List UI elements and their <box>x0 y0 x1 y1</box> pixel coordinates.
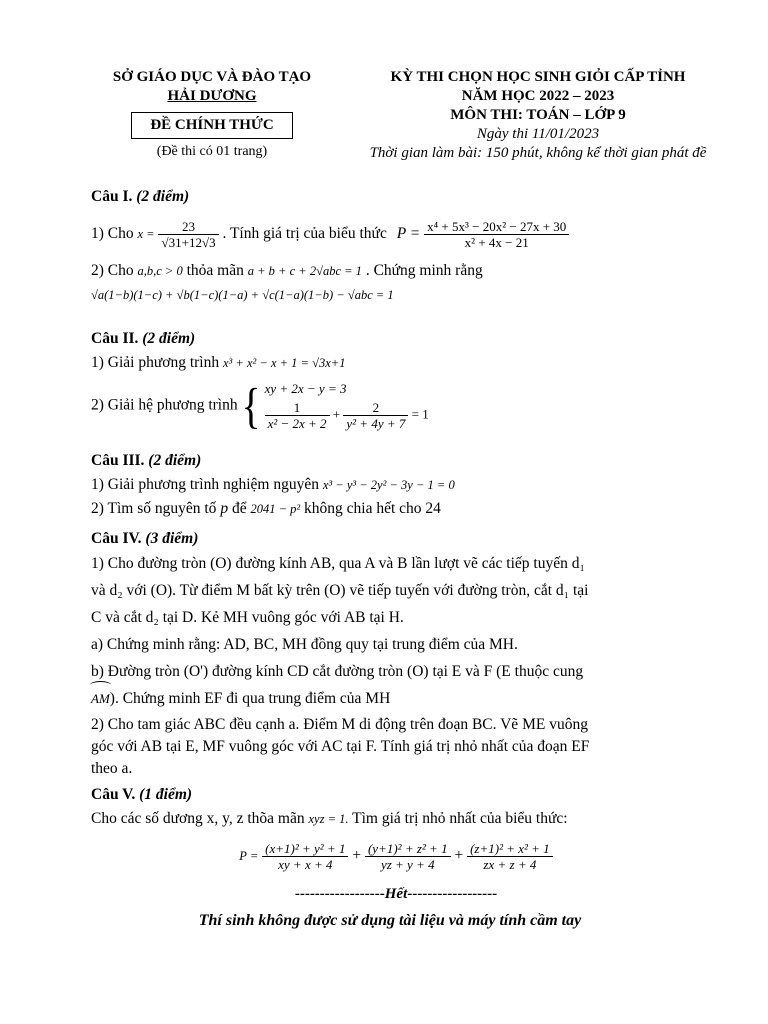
q2-part2 <box>91 376 701 440</box>
q1-part1 <box>91 214 701 254</box>
q5-heading <box>91 784 701 806</box>
q3-part2 <box>91 498 701 520</box>
q4-line1: 1) Cho đường tròn (O) đường kính AB, qua A và B lần lượt vẽ các tiếp tuyến d₁ <box>91 555 585 572</box>
q3-p2-mid: để <box>231 500 247 517</box>
q3-p1-eq: x³ − y³ − 2y² − 3y − 1 = 0 <box>322 478 455 492</box>
q2-eq2 <box>265 400 429 431</box>
q2-f2-den: y² + 4y + 7 <box>346 416 406 431</box>
q1-title: Câu I. <box>91 188 133 205</box>
q1-p1-prefix: 1) Cho <box>91 225 134 242</box>
q1-points: (2 điểm) <box>136 188 190 205</box>
q1-p2-suffix: . Chứng minh rằng <box>365 262 483 279</box>
q1-p1-mid: . Tính giá trị của biểu thức <box>222 225 387 242</box>
q1-p2-cond: a,b,c > 0 <box>137 264 183 278</box>
q3-part1 <box>91 474 701 496</box>
q4-part-b-line2-wrap <box>91 685 701 712</box>
q2-f1-num: 1 <box>265 400 330 416</box>
q5-points: (1 điểm) <box>139 786 193 803</box>
q4-part-a: a) Chứng minh rằng: AD, BC, MH đồng quy tại trung điểm của MH. <box>91 636 518 653</box>
q2-f2-num: 2 <box>343 400 408 416</box>
end-marker <box>91 886 701 903</box>
q5-plus2: + <box>454 847 464 864</box>
q3-heading <box>91 450 701 472</box>
q5-t1-num: (x+1)² + y² + 1 <box>262 841 348 857</box>
question-3 <box>91 450 701 520</box>
q5-cond: xyz = 1. <box>308 812 349 826</box>
duration: Thời gian làm bài: 150 phút, không kể thời gian phát đề <box>369 145 707 161</box>
dept-line1: SỞ GIÁO DỤC VÀ ĐÀO TẠO <box>112 69 312 85</box>
q1-heading <box>91 186 701 208</box>
q2-frac1 <box>265 400 330 431</box>
q2-heading <box>91 328 701 350</box>
q3-points: (2 điểm) <box>148 452 202 469</box>
q2-system <box>265 380 429 431</box>
end-dashes-right: ------------------ <box>407 886 498 902</box>
q4-line2: và d₂ với (O). Từ điểm M bất kỳ trên (O) vẽ tiếp tuyến với đường tròn, cắt d₁ tại <box>91 582 589 599</box>
q3-p2-var: p <box>220 500 229 517</box>
header-right <box>338 68 738 163</box>
q1-P-fraction <box>424 219 569 250</box>
q3-p2-suffix: không chia hết cho 24 <box>304 500 441 517</box>
q1-x-den: √31+12√3 <box>161 234 216 250</box>
question-4 <box>91 528 701 780</box>
arc-AM: AM <box>91 685 110 712</box>
q4-p2-line1: 2) Cho tam giác ABC đều cạnh a. Điểm M di động trên đoạn BC. Vẽ ME vuông <box>91 716 588 733</box>
q5-plus1: + <box>352 847 362 864</box>
exam-title: KỲ THI CHỌN HỌC SINH GIỎI CẤP TỈNH <box>390 69 686 85</box>
q4-heading <box>91 528 701 550</box>
q4-p2-line2: góc với AB tại E, MF vuông góc với AC tại F. Tính giá trị nhỏ nhất của đoạn EF <box>91 738 590 755</box>
q3-p2-expr: 2041 − p² <box>250 502 301 516</box>
q4-points: (3 điểm) <box>145 530 199 547</box>
q5-term2 <box>365 841 451 872</box>
subject: MÔN THI: TOÁN – LỚP 9 <box>450 107 626 123</box>
q3-title: Câu III. <box>91 452 145 469</box>
question-1 <box>91 186 701 306</box>
q2-part1 <box>91 352 701 374</box>
question-2 <box>91 328 701 440</box>
q2-plus: + <box>332 406 341 422</box>
footer-note: Thí sinh không được sử dụng tài liệu và máy tính cầm tay <box>198 912 582 929</box>
dept-line2: HẢI DƯƠNG <box>167 88 257 104</box>
q4-line3: C và cắt d₂ tại D. Kẻ MH vuông góc với AB tại H. <box>91 609 404 626</box>
school-year: NĂM HỌC 2022 – 2023 <box>461 88 615 104</box>
q1-p2-eq: a + b + c + 2√abc = 1 <box>247 264 362 278</box>
q5-t2-den: yz + y + 4 <box>380 856 435 872</box>
q1-x-num: 23 <box>158 219 218 235</box>
end-dashes-left: ------------------ <box>294 886 385 902</box>
q5-line1 <box>91 808 701 830</box>
q5-title: Câu V. <box>91 786 136 803</box>
q5-line1-prefix: Cho các số dương x, y, z thõa mãn <box>91 810 305 827</box>
q5-t3-num: (z+1)² + x² + 1 <box>467 841 553 857</box>
q4-part-b-line2: ). Chứng minh EF đi qua trung điểm của MH <box>109 690 391 707</box>
q1-P-num: x⁴ + 5x³ − 20x² − 27x + 30 <box>424 219 569 235</box>
q5-t2-num: (y+1)² + z² + 1 <box>365 841 451 857</box>
q2-f1-den: x² − 2x + 2 <box>267 416 327 431</box>
q3-p1-prefix: 1) Giải phương trình nghiệm nguyên <box>91 476 319 493</box>
q2-rhs: = 1 <box>411 406 429 422</box>
q2-points: (2 điểm) <box>142 330 196 347</box>
q3-p2-prefix: 2) Tìm số nguyên tố <box>91 500 217 517</box>
q5-line1-suffix: Tìm giá trị nhỏ nhất của biểu thức: <box>352 810 568 827</box>
q1-P-den: x² + 4x − 21 <box>464 234 529 250</box>
exam-date: Ngày thi 11/01/2023 <box>476 126 600 142</box>
q1-x-lhs: x = <box>137 227 155 241</box>
q1-x-fraction <box>158 219 218 250</box>
q4-title: Câu IV. <box>91 530 142 547</box>
q5-P-lhs: P = <box>239 849 259 863</box>
system-brace-icon: { <box>241 376 261 433</box>
q4-part-b-line1: b) Đường tròn (O') đường kính CD cắt đường tròn (O) tại E và F (E thuộc cung <box>91 663 584 680</box>
q5-term3 <box>467 841 553 872</box>
question-5 <box>91 784 701 876</box>
q1-p2-mid: thỏa mãn <box>186 262 244 279</box>
q2-frac2 <box>343 400 408 431</box>
q1-part2 <box>91 260 701 282</box>
pages-note: (Đề thi có 01 trang) <box>156 144 268 159</box>
q2-eq1: xy + 2x − y = 3 <box>264 381 347 396</box>
q5-formula <box>91 836 701 876</box>
header-left <box>92 68 332 161</box>
end-word: Hết <box>384 886 408 902</box>
q5-term1 <box>262 841 348 872</box>
q2-title: Câu II. <box>91 330 139 347</box>
q5-t1-den: xy + x + 4 <box>278 856 333 872</box>
q2-p2-prefix: 2) Giải hệ phương trình <box>91 396 238 414</box>
q2-p1-eq: x³ + x² − x + 1 = √3x+1 <box>222 356 346 370</box>
q4-p2-line3: theo a. <box>91 760 133 777</box>
q1-p2-prefix: 2) Cho <box>91 262 134 279</box>
official-label: ĐỀ CHÍNH THỨC <box>131 112 292 139</box>
q2-p1-prefix: 1) Giải phương trình <box>91 354 220 371</box>
q1-P-lhs: P = <box>396 225 421 242</box>
q1-p2-identity: √a(1−b)(1−c) + √b(1−c)(1−a) + √c(1−a)(1−b) − √abc = 1 <box>91 288 394 302</box>
q5-t3-den: zx + z + 4 <box>483 856 537 872</box>
